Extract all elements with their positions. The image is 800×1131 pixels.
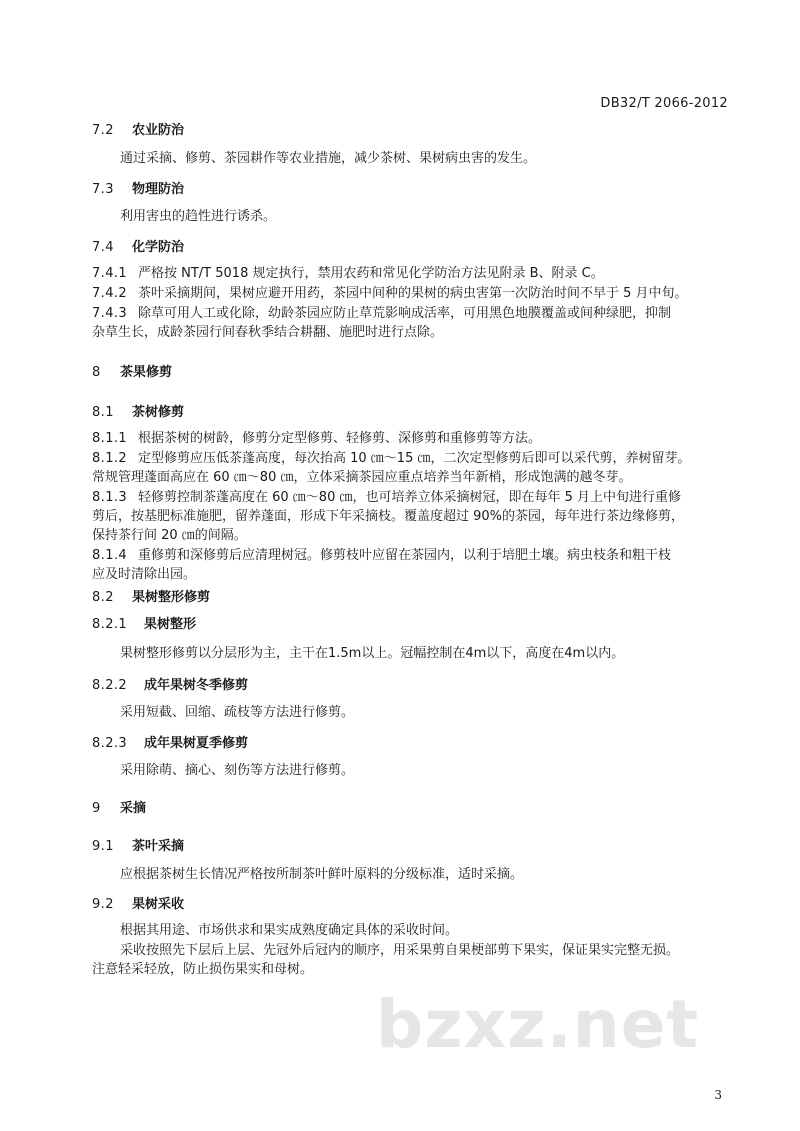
clause-8-1-4 (92, 547, 671, 565)
section-number: 8.2.2 (92, 678, 128, 693)
section-9-heading (92, 800, 146, 818)
section-title: 果树整形修剪 (132, 590, 211, 605)
clause-7-4-2 (92, 285, 688, 303)
clause-text: 重修剪和深修剪后应清理树冠。修剪枝叶应留在茶园内，以利于培肥土壤。病虫枝条和粗干枝 (138, 548, 672, 563)
section-8-2-1-heading (92, 616, 196, 634)
clause-continuation: 应及时清除出园。 (92, 567, 197, 582)
paragraph: 通过采摘、修剪、茶园耕作等农业措施，减少茶树、果树病虫害的发生。 (120, 151, 537, 166)
paragraph: 采用短截、回缩、疏枝等方法进行修剪。 (120, 705, 355, 720)
section-title: 物理防治 (132, 182, 185, 197)
watermark: bzxz.net (376, 986, 700, 1063)
clause-continuation: 剪后，按基肥标准施肥，留养蓬面，形成下年采摘枝。覆盖度超过 90%的茶园，每年进行茶边缘修剪， (92, 509, 685, 524)
clause-text: 除草可用人工或化除，幼龄茶园应防止草荒影响成活率，可用黑色地膜覆盖或间种绿肥，抑制 (138, 306, 672, 321)
section-title: 茶果修剪 (120, 365, 173, 380)
clause-text: 严格按 NT/T 5018 规定执行，禁用农药和常见化学防治方法见附录 B、附录 C。 (138, 266, 604, 281)
paragraph: 采收按照先下层后上层、先冠外后冠内的顺序，用采果剪自果梗部剪下果实，保证果实完整无损。 (120, 943, 680, 958)
clause-number: 8.1.1 (92, 431, 128, 446)
section-number: 8 (92, 365, 101, 380)
clause-8-1-3 (92, 489, 681, 507)
section-title: 农业防治 (132, 123, 185, 138)
section-number: 7.4 (92, 240, 114, 255)
section-number: 8.2.3 (92, 736, 128, 751)
section-8-2-2-heading (92, 677, 248, 695)
clause-number: 8.1.4 (92, 548, 128, 563)
section-number: 8.1 (92, 405, 114, 420)
clause-8-1-2 (92, 450, 690, 468)
section-7-3-heading (92, 181, 184, 199)
paragraph-continuation: 注意轻采轻放，防止损伤果实和母树。 (92, 962, 314, 977)
document-code: DB32/T 2066-2012 (600, 96, 728, 111)
section-number: 8.2.1 (92, 617, 128, 632)
section-number: 7.3 (92, 182, 114, 197)
section-number: 9.2 (92, 897, 114, 912)
section-title: 成年果树冬季修剪 (144, 678, 249, 693)
clause-number: 7.4.2 (92, 286, 128, 301)
clause-text: 根据茶树的树龄，修剪分定型修剪、轻修剪、深修剪和重修剪等方法。 (138, 431, 542, 446)
section-8-heading (92, 364, 172, 382)
section-8-2-heading (92, 589, 210, 607)
paragraph: 根据其用途、市场供求和果实成熟度确定具体的采收时间。 (120, 923, 459, 938)
paragraph: 应根据茶树生长情况严格按所制茶叶鲜叶原料的分级标准，适时采摘。 (120, 867, 524, 882)
section-8-2-3-heading (92, 735, 248, 753)
section-number: 7.2 (92, 123, 114, 138)
clause-text: 茶叶采摘期间，果树应避开用药，茶园中间种的果树的病虫害第一次防治时间不早于 5 月中旬。 (138, 286, 688, 301)
section-title: 茶树修剪 (132, 405, 185, 420)
clause-text: 定型修剪应压低茶蓬高度，每次抬高 10 ㎝～15 ㎝，二次定型修剪后即可以采代剪，养树留芽。 (138, 451, 691, 466)
clause-continuation: 常规管理蓬面高应在 60 ㎝～80 ㎝，立体采摘茶园应重点培养当年新梢，形成饱满的越冬芽。 (92, 470, 632, 485)
section-title: 成年果树夏季修剪 (144, 736, 249, 751)
section-number: 8.2 (92, 590, 114, 605)
clause-7-4-3 (92, 305, 671, 323)
clause-7-4-1 (92, 265, 604, 283)
section-title: 采摘 (120, 801, 147, 816)
paragraph: 利用害虫的趋性进行诱杀。 (120, 209, 277, 224)
section-9-1-heading (92, 838, 184, 856)
clause-continuation: 保持茶行间 20 ㎝的间隔。 (92, 528, 247, 543)
section-title: 化学防治 (132, 240, 185, 255)
clause-8-1-1 (92, 430, 541, 448)
clause-number: 7.4.1 (92, 266, 128, 281)
clause-text: 轻修剪控制茶蓬高度在 60 ㎝～80 ㎝，也可培养立体采摘树冠，即在每年 5 月上中旬进行重修 (138, 490, 682, 505)
section-number: 9 (92, 801, 101, 816)
clause-number: 7.4.3 (92, 306, 128, 321)
section-number: 9.1 (92, 839, 114, 854)
paragraph: 果树整形修剪以分层形为主，主干在1.5m以上。冠幅控制在4m以下，高度在4m以内。 (120, 646, 625, 661)
paragraph: 采用除萌、摘心、刻伤等方法进行修剪。 (120, 763, 355, 778)
section-9-2-heading (92, 896, 184, 914)
section-title: 果树采收 (132, 897, 185, 912)
section-title: 茶叶采摘 (132, 839, 185, 854)
page-number: 3 (714, 1088, 722, 1102)
section-7-2-heading (92, 122, 184, 140)
section-7-4-heading (92, 239, 184, 257)
clause-number: 8.1.2 (92, 451, 128, 466)
clause-number: 8.1.3 (92, 490, 128, 505)
clause-continuation: 杂草生长，成龄茶园行间春秋季结合耕翻、施肥时进行点除。 (92, 325, 444, 340)
section-title: 果树整形 (144, 617, 197, 632)
section-8-1-heading (92, 404, 184, 422)
